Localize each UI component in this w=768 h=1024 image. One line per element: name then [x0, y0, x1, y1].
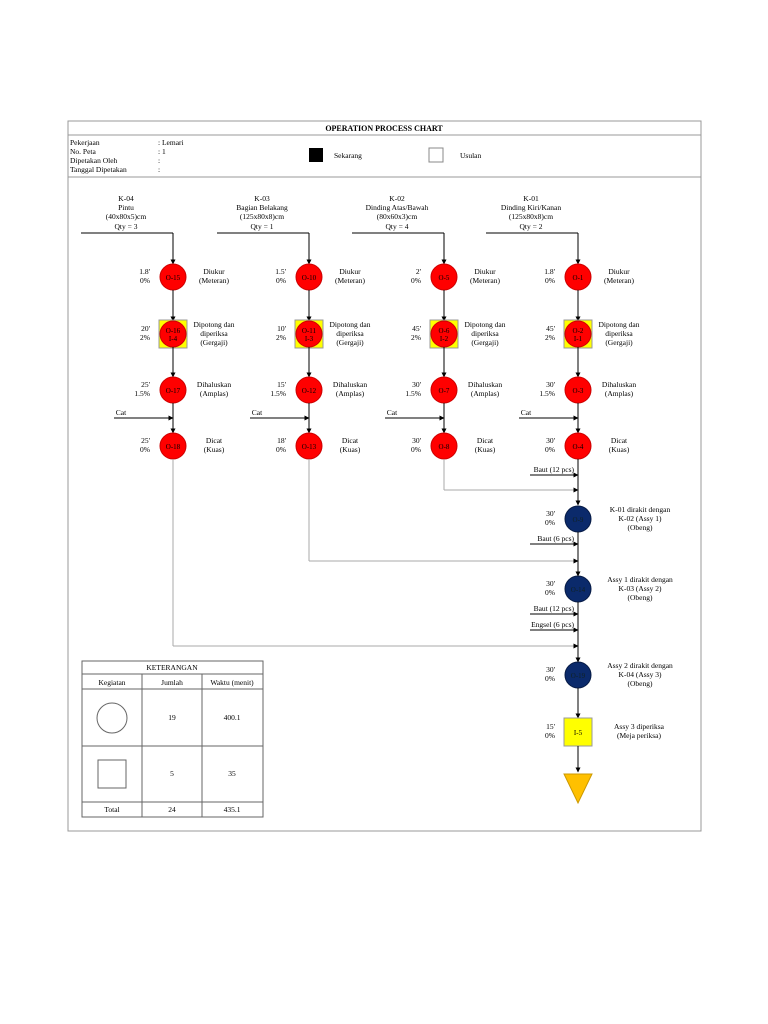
step-allowance: 0% [545, 445, 555, 454]
legend-current-swatch [309, 148, 323, 162]
step-description: Dicat [610, 436, 628, 445]
step-time: 25' [141, 436, 150, 445]
operation-label: O-2 [572, 327, 584, 335]
step-description: (Meteran) [470, 276, 500, 285]
step-allowance: 2% [276, 333, 286, 342]
step-description: Dihaluskan [601, 380, 637, 389]
step-description: Dipotong dan [598, 320, 640, 329]
header-label: Tanggal Dipetakan [70, 165, 127, 174]
step-description: (Gergaji) [336, 338, 364, 347]
step-description: (Obeng) [627, 523, 653, 532]
step-description: Dipotong dan [193, 320, 235, 329]
inspection-symbol-icon [98, 760, 126, 788]
operation-symbol-icon [97, 703, 127, 733]
storage-triangle-icon [564, 774, 592, 803]
step-description: (Gergaji) [471, 338, 499, 347]
step-time: 30' [546, 436, 555, 445]
step-allowance: 0% [276, 276, 286, 285]
summary-inspection-time: 35 [228, 769, 236, 778]
summary-operation-count: 19 [168, 713, 176, 722]
component-code: K-03 [254, 194, 270, 203]
component-name: Bagian Belakang [236, 203, 288, 212]
material-input-label: Baut (12 pcs) [533, 465, 574, 474]
step-time: 1.5' [275, 267, 286, 276]
step-allowance: 0% [411, 276, 421, 285]
inspection-label: I-5 [573, 729, 583, 737]
step-allowance: 1.5% [539, 389, 555, 398]
assembly-label: O-14 [570, 586, 586, 594]
step-description: Dicat [341, 436, 359, 445]
component-qty: Qty = 2 [519, 222, 543, 231]
step-description: Diukur [608, 267, 630, 276]
component-name: Dinding Atas/Bawah [365, 203, 429, 212]
step-allowance: 0% [545, 731, 555, 740]
header-value: : Lemari [158, 138, 184, 147]
step-description: K-03 (Assy 2) [618, 584, 662, 593]
header-label: Pekerjaan [70, 138, 100, 147]
step-description: (Amplas) [470, 389, 500, 398]
operation-label: O-16 [165, 327, 181, 335]
legend-proposed-swatch [429, 148, 443, 162]
step-description: K-04 (Assy 3) [618, 670, 662, 679]
summary-header-count: Jumlah [161, 678, 183, 687]
step-time: 30' [546, 665, 555, 674]
step-time: 30' [546, 380, 555, 389]
step-description: diperiksa [605, 329, 633, 338]
step-description: Dihaluskan [196, 380, 232, 389]
component-name: Pintu [118, 203, 134, 212]
step-allowance: 0% [140, 276, 150, 285]
step-allowance: 0% [276, 445, 286, 454]
header-value: : 1 [158, 147, 166, 156]
step-allowance: 0% [545, 674, 555, 683]
component-qty: Qty = 4 [385, 222, 409, 231]
step-description: K-02 (Assy 1) [618, 514, 662, 523]
assembly-label: O-9 [572, 516, 584, 524]
step-description: (Kuas) [474, 445, 496, 454]
step-time: 30' [546, 579, 555, 588]
component-size: (125x80x8)cm [239, 212, 285, 221]
operation-label: O-10 [301, 274, 317, 282]
legend-current-label: Sekarang [334, 151, 362, 160]
operation-label: O-13 [301, 443, 317, 451]
step-description: (Kuas) [339, 445, 361, 454]
assembly-label: O-19 [570, 672, 586, 680]
step-description: Diukur [203, 267, 225, 276]
step-time: 15' [546, 722, 555, 731]
step-description: Assy 3 diperiksa [614, 722, 664, 731]
step-allowance: 0% [545, 518, 555, 527]
summary-operation-time: 400.1 [223, 713, 241, 722]
component-code: K-04 [118, 194, 134, 203]
step-description: Diukur [474, 267, 496, 276]
step-description: (Gergaji) [605, 338, 633, 347]
step-description: Dicat [476, 436, 494, 445]
step-description: (Meteran) [335, 276, 365, 285]
header-info [70, 138, 184, 174]
operation-label: O-6 [438, 327, 450, 335]
step-time: 25' [141, 380, 150, 389]
summary-total-count: 24 [168, 805, 176, 814]
step-time: 30' [412, 436, 421, 445]
operation-label: O-18 [165, 443, 181, 451]
operation-label: O-12 [301, 387, 317, 395]
step-allowance: 0% [140, 445, 150, 454]
material-input-label: Baut (12 pcs) [533, 604, 574, 613]
step-allowance: 2% [545, 333, 555, 342]
step-time: 15' [277, 380, 286, 389]
chart-title: OPERATION PROCESS CHART [325, 124, 443, 133]
step-allowance: 2% [140, 333, 150, 342]
step-time: 20' [141, 324, 150, 333]
component-code: K-01 [523, 194, 539, 203]
operation-label: O-4 [572, 443, 584, 451]
step-description: (Meteran) [604, 276, 634, 285]
chart-frame [68, 121, 701, 831]
step-description: (Meteran) [199, 276, 229, 285]
summary-inspection-count: 5 [170, 769, 174, 778]
step-description: (Amplas) [604, 389, 634, 398]
step-description: Assy 1 dirakit dengan [607, 575, 673, 584]
summary-header-time: Waktu (menit) [210, 678, 254, 687]
step-description: Dihaluskan [332, 380, 368, 389]
material-input-label: Baut (6 pcs) [537, 534, 574, 543]
material-input-label: Engsel (6 pcs) [531, 620, 574, 629]
material-input-label: Cat [386, 408, 398, 417]
step-time: 45' [546, 324, 555, 333]
step-description: Dicat [205, 436, 223, 445]
header-label: No. Peta [70, 147, 96, 156]
step-description: Dipotong dan [329, 320, 371, 329]
operation-label: O-17 [165, 387, 181, 395]
summary-title: KETERANGAN [146, 663, 198, 672]
operation-label: O-1 [572, 274, 584, 282]
header-value: : [158, 165, 161, 174]
material-input-label: Cat [251, 408, 263, 417]
step-allowance: 0% [545, 588, 555, 597]
component-code: K-02 [389, 194, 405, 203]
step-description: (Obeng) [627, 679, 653, 688]
step-allowance: 1.5% [134, 389, 150, 398]
step-time: 18' [277, 436, 286, 445]
component-qty: Qty = 1 [250, 222, 274, 231]
step-allowance: 0% [411, 445, 421, 454]
header-label: Dipetakan Oleh [70, 156, 118, 165]
step-allowance: 2% [411, 333, 421, 342]
step-time: 1.8' [139, 267, 150, 276]
step-allowance: 0% [545, 276, 555, 285]
step-description: diperiksa [200, 329, 228, 338]
material-input-label: Cat [520, 408, 532, 417]
operation-label: O-5 [438, 274, 450, 282]
step-description: Assy 2 dirakit dengan [607, 661, 673, 670]
summary-total-time: 435.1 [223, 805, 241, 814]
step-time: 10' [277, 324, 286, 333]
inspection-label: I-4 [168, 335, 178, 343]
step-description: (Kuas) [203, 445, 225, 454]
inspection-label: I-3 [304, 335, 314, 343]
step-description: (Gergaji) [200, 338, 228, 347]
step-description: diperiksa [336, 329, 364, 338]
step-time: 2' [415, 267, 421, 276]
step-description: (Amplas) [335, 389, 365, 398]
step-description: K-01 dirakit dengan [609, 505, 671, 514]
summary-total-label: Total [104, 805, 120, 814]
step-time: 30' [412, 380, 421, 389]
component-size: (125x80x8)cm [508, 212, 554, 221]
step-description: (Kuas) [608, 445, 630, 454]
component-size: (80x60x3)cm [376, 212, 418, 221]
operation-label: O-8 [438, 443, 450, 451]
step-description: diperiksa [471, 329, 499, 338]
step-description: (Amplas) [199, 389, 229, 398]
header-value: : [158, 156, 161, 165]
step-description: Diukur [339, 267, 361, 276]
step-time: 1.8' [544, 267, 555, 276]
step-time: 45' [412, 324, 421, 333]
component-qty: Qty = 3 [114, 222, 138, 231]
inspection-label: I-1 [573, 335, 583, 343]
step-description: (Obeng) [627, 593, 653, 602]
step-time: 30' [546, 509, 555, 518]
operation-label: O-7 [438, 387, 450, 395]
flow-diagram [81, 194, 673, 803]
component-name: Dinding Kiri/Kanan [500, 203, 562, 212]
operation-label: O-11 [301, 327, 317, 335]
material-input-label: Cat [115, 408, 127, 417]
legend-proposed-label: Usulan [460, 151, 482, 160]
step-description: Dipotong dan [464, 320, 506, 329]
operation-label: O-3 [572, 387, 584, 395]
step-description: (Meja periksa) [617, 731, 661, 740]
step-description: Dihaluskan [467, 380, 503, 389]
summary-header-activity: Kegiatan [98, 678, 126, 687]
component-size: (40x80x5)cm [105, 212, 147, 221]
summary-table [82, 661, 263, 817]
step-allowance: 1.5% [270, 389, 286, 398]
step-allowance: 1.5% [405, 389, 421, 398]
inspection-label: I-2 [439, 335, 449, 343]
operation-label: O-15 [165, 274, 181, 282]
